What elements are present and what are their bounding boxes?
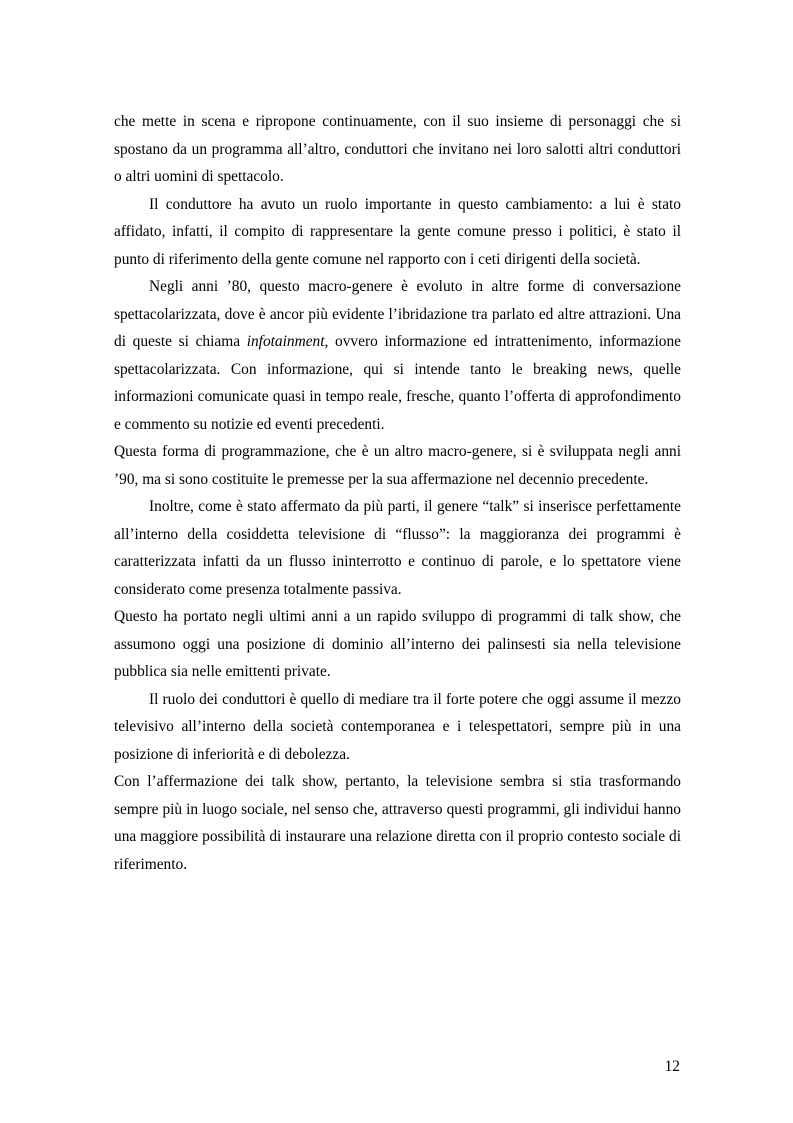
paragraph-text: Inoltre, come è stato affermato da più parti, il genere “talk” si inserisce perfettamente all’interno della cosiddetta televisione di “flusso”: la maggioranza dei programmi è caratterizzata infatti da un flusso ininterrotto e continuo di parole, e lo spettatore viene considerato come presenza totalmente passiva. xyxy=(114,498,681,598)
page-number: 12 xyxy=(664,1058,680,1075)
paragraph xyxy=(114,768,681,878)
paragraph xyxy=(114,438,681,493)
paragraph xyxy=(114,493,681,603)
paragraph-text: Questa forma di programmazione, che è un altro macro-genere, si è sviluppata negli anni ’90, ma si sono costituite le premesse per la sua affermazione nel decennio precedente. xyxy=(114,443,681,488)
paragraph-text: Negli anni ’80, questo macro-genere è evoluto in altre forme di conversazione spettacolarizzata, dove è ancor più evidente l’ibridazione tra parlato ed altre attrazioni. Una di queste si chiama xyxy=(114,278,681,350)
paragraph xyxy=(114,191,681,274)
paragraph-text: , ovvero informazione ed intrattenimento, informazione spettacolarizzata. Con informazione, qui si intende tanto le breaking news, quelle informazioni comunicate quasi in tempo reale, fresche, quanto l’offerta di approfondimento e commento su notizie ed eventi precedenti. xyxy=(114,333,681,433)
paragraph-text: Questo ha portato negli ultimi anni a un rapido sviluppo di programmi di talk show, che assumono oggi una posizione di dominio all’interno dei palinsesti sia nella televisione pubblica sia nelle emittenti private. xyxy=(114,608,681,680)
paragraph xyxy=(114,108,681,191)
paragraph-text: che mette in scena e ripropone continuamente, con il suo insieme di personaggi che si spostano da un programma all’altro, conduttori che invitano nei loro salotti altri conduttori o altri uomini di spettacolo. xyxy=(114,113,681,185)
document-body xyxy=(114,108,681,878)
paragraph xyxy=(114,603,681,686)
paragraph-text: Il conduttore ha avuto un ruolo importante in questo cambiamento: a lui è stato affidato, infatti, il compito di rappresentare la gente comune presso i politici, è stato il punto di riferimento della gente comune nel rapporto con i ceti dirigenti della società. xyxy=(114,195,681,268)
paragraph xyxy=(114,273,681,438)
paragraph-text: Il ruolo dei conduttori è quello di mediare tra il forte potere che oggi assume il mezzo televisivo all’interno della società contemporanea e i telespettatori, sempre più in una posizione di inferiorità e di debolezza. xyxy=(114,690,681,763)
italic-term: infotainment xyxy=(246,333,325,350)
paragraph-text: Con l’affermazione dei talk show, pertanto, la televisione sembra si stia trasformando sempre più in luogo sociale, nel senso che, attraverso questi programmi, gli individui hanno una maggiore possibilità di instaurare una relazione diretta con il proprio contesto sociale di riferimento. xyxy=(114,773,681,873)
paragraph xyxy=(114,686,681,769)
